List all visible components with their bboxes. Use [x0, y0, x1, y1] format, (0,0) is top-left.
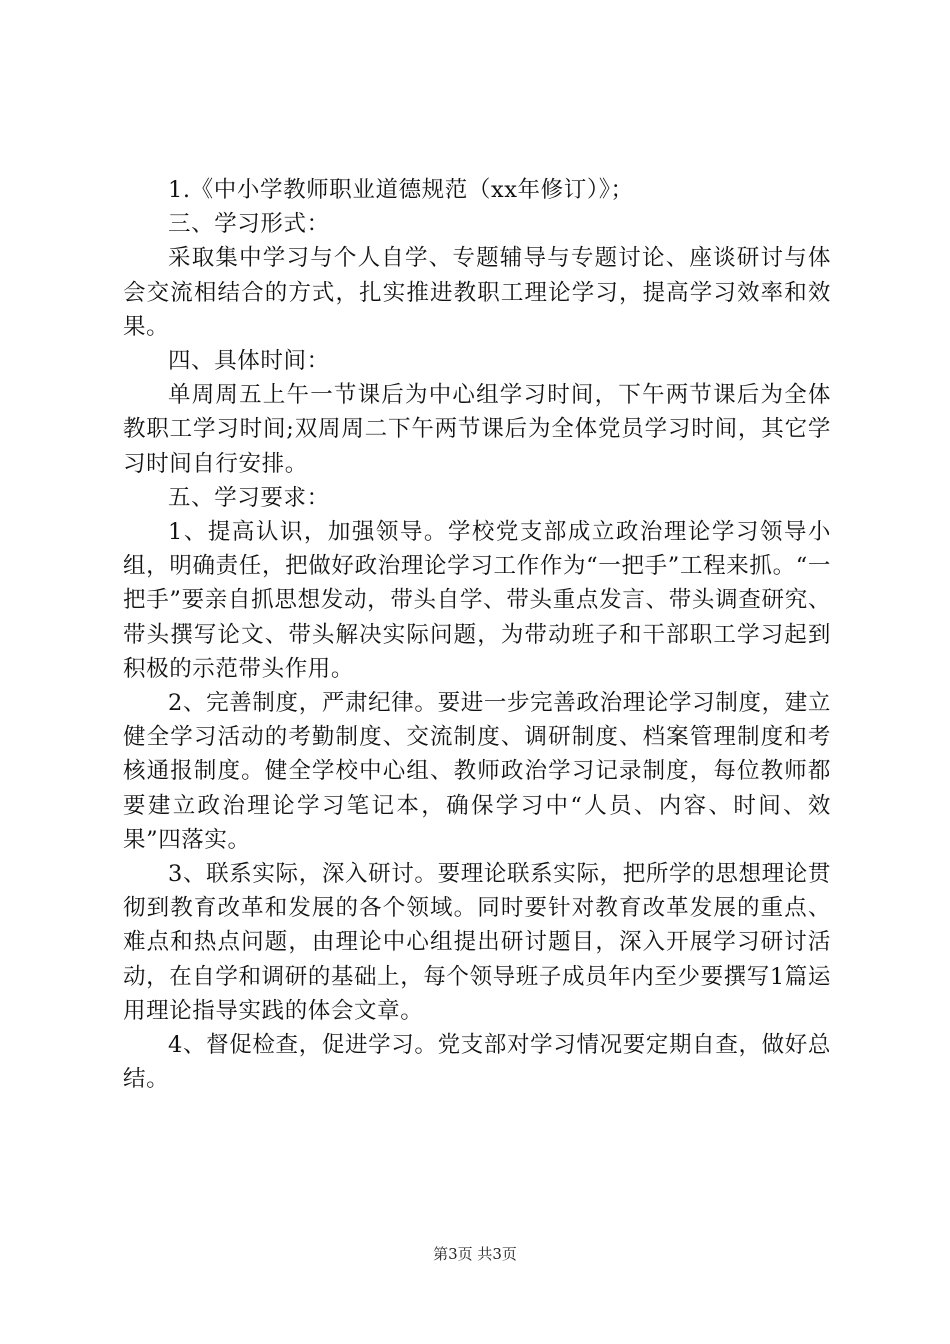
paragraph-study-form: 采取集中学习与个人自学、专题辅导与专题讨论、座谈研讨与体会交流相结合的方式，扎实推进教职工理论学习，提高学习效率和效果。: [123, 245, 831, 340]
heading-study-form: 三、学习形式：: [168, 211, 330, 238]
item-1-regulation: 1.《中小学教师职业道德规范（xx年修订）》；: [168, 177, 634, 203]
heading-schedule: 四、具体时间：: [168, 348, 330, 375]
document-body: [123, 173, 831, 1096]
page-footer: 第3页 共3页: [433, 1245, 517, 1263]
heading-requirements: 五、学习要求：: [168, 484, 330, 511]
requirement-4: 4、督促检查，促进学习。党支部对学习情况要定期自查，做好总结。: [123, 1032, 831, 1093]
requirement-3: 3、联系实际，深入研讨。要理论联系实际，把所学的思想理论贯彻到教育改革和发展的各个领域。同时要针对教育改革发展的重点、难点和热点问题，由理论中心组提出研讨题目，深入开展学习研讨活动，在自学和调研的基础上，每个领导班子成员年内至少要撰写1篇运用理论指导实践的体会文章。: [123, 861, 831, 1024]
requirement-2: 2、完善制度，严肃纪律。要进一步完善政治理论学习制度，建立健全学习活动的考勤制度、交流制度、调研制度、档案管理制度和考核通报制度。健全学校中心组、教师政治学习记录制度，每位教师都要建立政治理论学习笔记本，确保学习中“人员、内容、时间、效果”四落实。: [123, 690, 831, 853]
paragraph-schedule: 单周周五上午一节课后为中心组学习时间，下午两节课后为全体教职工学习时间;双周周二下午两节课后为全体党员学习时间，其它学习时间自行安排。: [123, 382, 831, 477]
requirement-1: 1、提高认识，加强领导。学校党支部成立政治理论学习领导小组，明确责任，把做好政治理论学习工作作为“一把手”工程来抓。“一把手”要亲自抓思想发动，带头自学、带头重点发言、带头调查研究、带头撰写论文、带头解决实际问题，为带动班子和干部职工学习起到积极的示范带头作用。: [123, 519, 831, 682]
